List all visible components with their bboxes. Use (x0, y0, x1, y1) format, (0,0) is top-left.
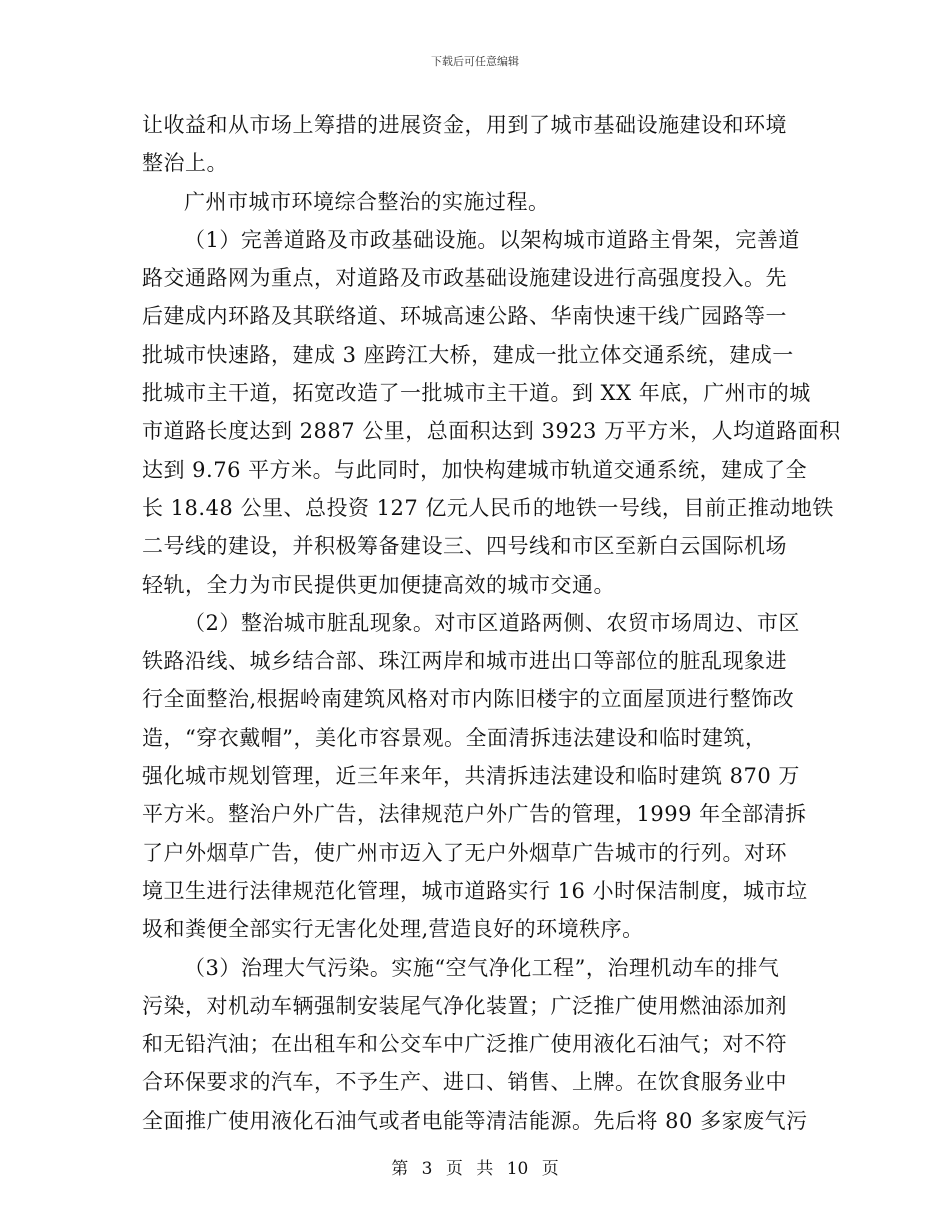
text-line: 和无铅汽油；在出租车和公交车中广泛推广使用液化石油气；对不符 (142, 1032, 787, 1057)
text-line: 市道路长度达到 2887 公里，总面积达到 3923 万平方米，人均道路面积 (142, 419, 841, 444)
text-line: （3）治理大气污染。实施“空气净化工程”，治理机动车的排气 (184, 955, 780, 980)
text-line: 批城市主干道，拓宽改造了一批城市主干道。到 XX 年底，广州市的城 (142, 381, 811, 406)
text-line: 造，“穿衣戴帽”，美化市容景观。全面清拆违法建设和临时建筑， (142, 725, 767, 750)
text-line: 长 18.48 公里、总投资 127 亿元人民币的地铁一号线，目前正推动地铁 (142, 495, 834, 520)
text-line: （1）完善道路及市政基础设施。以架构城市道路主骨架，完善道 (184, 227, 800, 252)
text-line: 路交通路网为重点，对道路及市政基础设施建设进行高强度投入。先 (142, 266, 787, 291)
text-line: 行全面整治,根据岭南建筑风格对市内陈旧楼宇的立面屋顶进行整饰改 (142, 687, 795, 712)
text-line: 让收益和从市场上筹措的进展资金，用到了城市基础设施建设和环境 (142, 113, 787, 137)
text-line: 污染，对机动车辆强制安装尾气净化装置；广泛推广使用燃油添加剂 (142, 993, 787, 1018)
text-line: 强化城市规划管理，近三年来年，共清拆违法建设和临时建筑 870 万 (142, 764, 800, 789)
text-line: 铁路沿线、城乡结合部、珠江两岸和城市进出口等部位的脏乱现象进 (142, 649, 787, 674)
text-line: 轻轨，全力为市民提供更加便捷高效的城市交通。 (142, 572, 615, 597)
text-line: 整治上。 (142, 151, 228, 176)
text-line: 全面推广使用液化石油气或者电能等清洁能源。先后将 80 多家废气污 (142, 1108, 808, 1133)
text-line: 达到 9.76 平方米。与此同时，加快构建城市轨道交通系统，建成了全 (142, 457, 808, 482)
text-line: 广州市城市环境综合整治的实施过程。 (184, 189, 550, 214)
page-header: 下载后可任意编辑 (431, 55, 519, 68)
text-line: 平方米。整治户外广告，法律规范户外广告的管理，1999 年全部清拆 (142, 802, 807, 827)
text-line: 了户外烟草广告，使广州市迈入了无户外烟草广告城市的行列。对环 (142, 840, 787, 865)
text-line: 合环保要求的汽车，不予生产、进口、销售、上牌。在饮食服务业中 (142, 1070, 787, 1095)
page-footer: 第 3 页 共 10 页 (391, 1159, 559, 1179)
text-line: 后建成内环路及其联络道、环城高速公路、华南快速干线广园路等一 (142, 304, 787, 329)
text-line: （2）整治城市脏乱现象。对市区道路两侧、农贸市场周边、市区 (184, 610, 800, 635)
text-line: 圾和粪便全部实行无害化处理,营造良好的环境秩序。 (142, 917, 644, 942)
text-line: 境卫生进行法律规范化管理，城市道路实行 16 小时保洁制度，城市垃 (142, 878, 808, 903)
text-line: 批城市快速路，建成 3 座跨江大桥，建成一批立体交通系统，建成一 (142, 342, 794, 367)
text-line: 二号线的建设，并积极筹备建设三、四号线和市区至新白云国际机场 (142, 534, 787, 559)
document-body (142, 106, 841, 1140)
